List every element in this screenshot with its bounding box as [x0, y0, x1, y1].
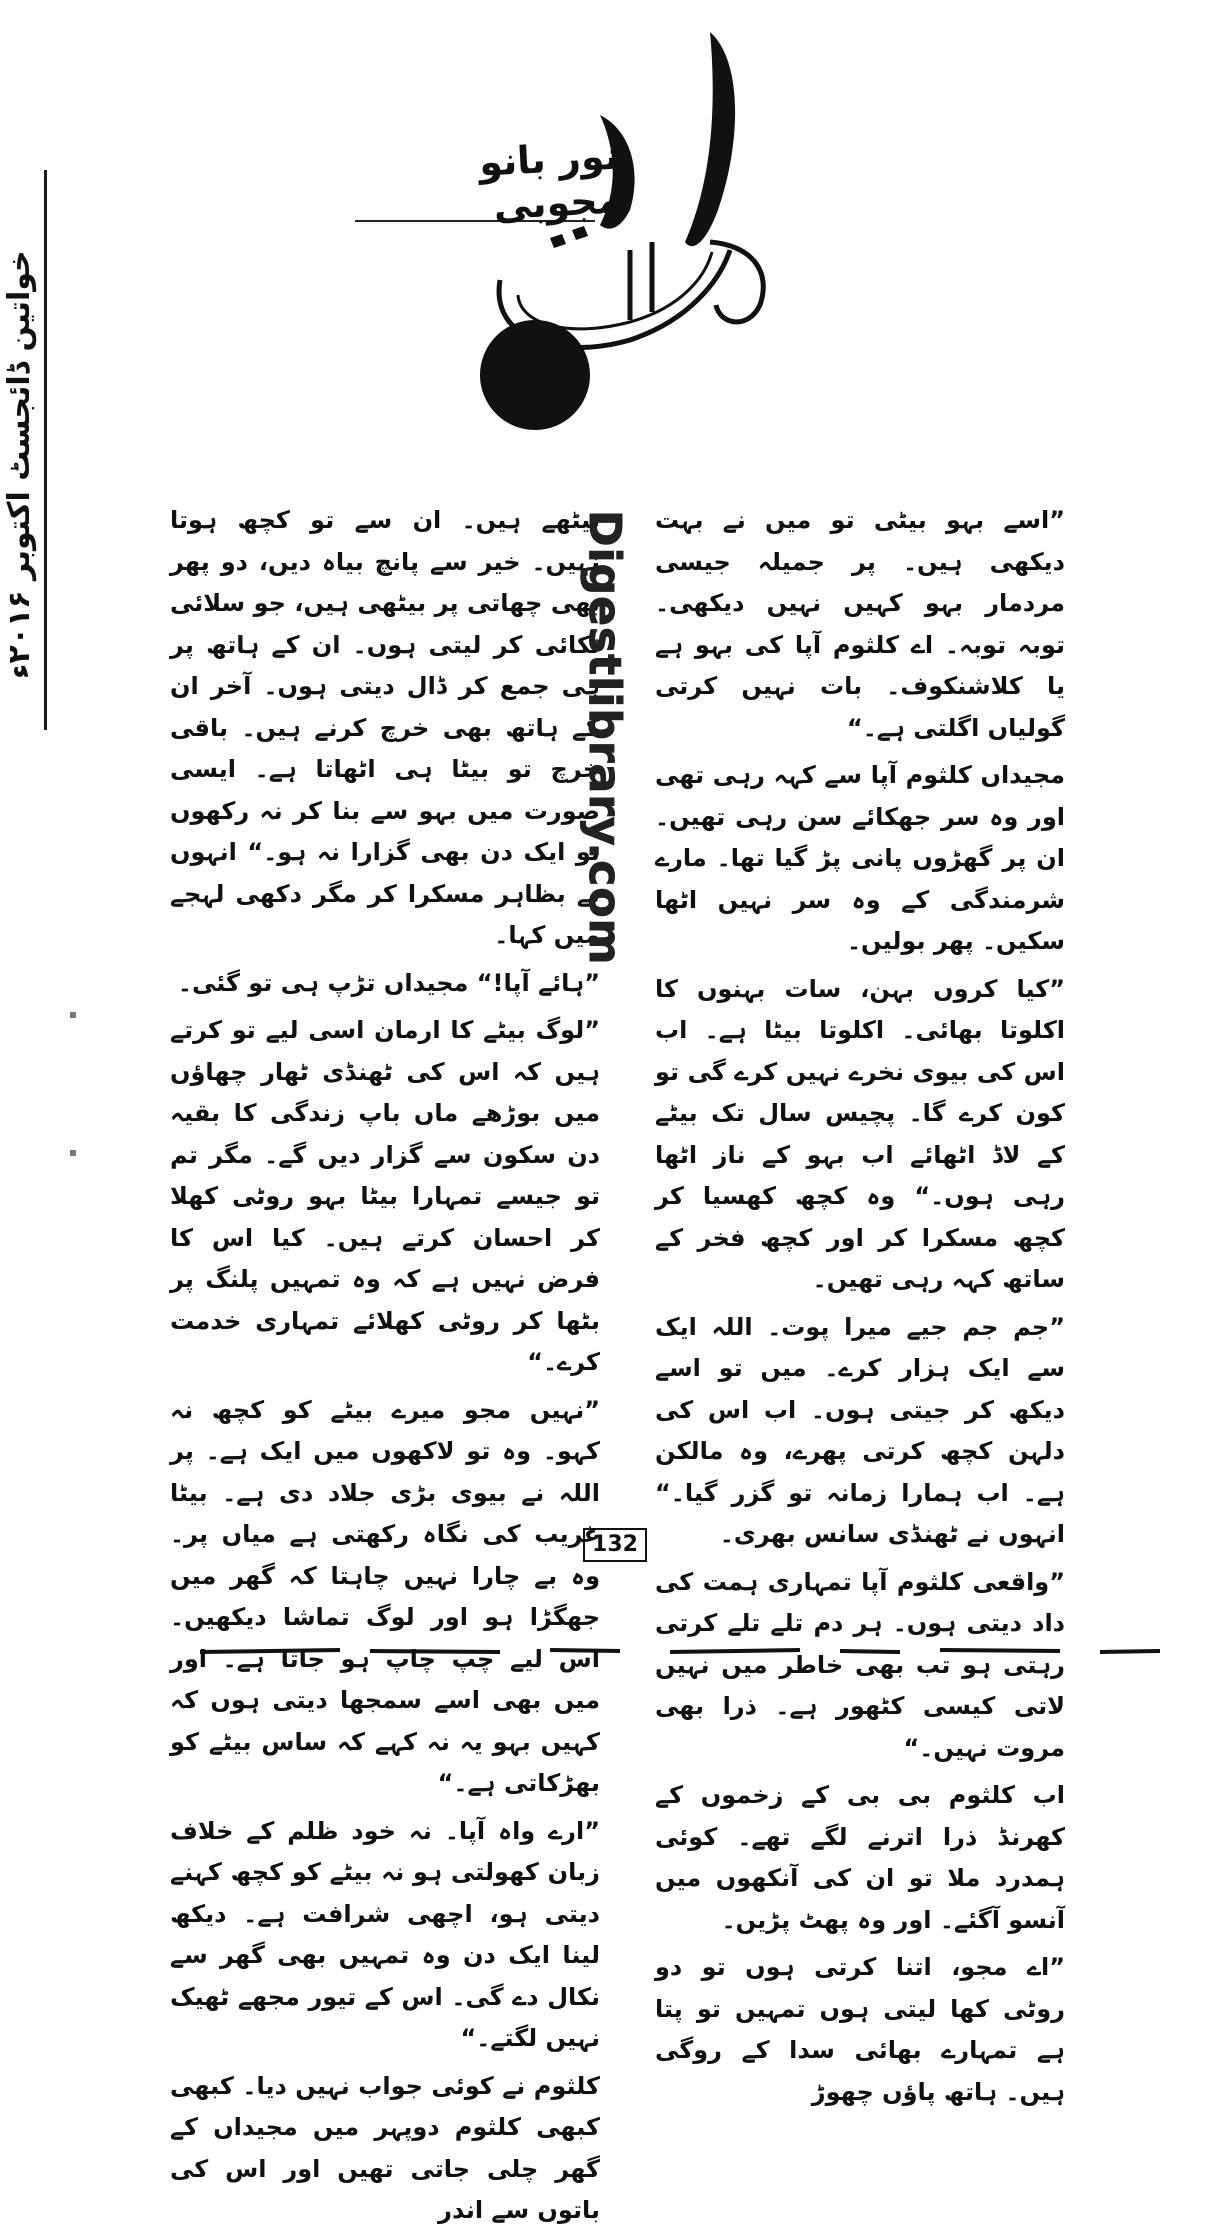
paragraph: ”ہائے آپا!“ مجیداں تڑپ ہی تو گئی۔: [177, 968, 600, 997]
scan-speck: [68, 1010, 78, 1020]
paragraph: کلثوم نے کوئی جواب نہیں دیا۔ کبھی کبھی کلثوم دوپہر میں مجیداں کے گھر چلی جاتی تھیں اور اس کی باتوں سے اندر: [170, 2071, 600, 2224]
title-letter-outline-4: [710, 242, 763, 322]
scan-speck: [68, 1148, 78, 1158]
title-hook-stroke: [685, 32, 735, 246]
page-number: 132: [583, 1528, 647, 1562]
title-black-circle: [480, 320, 590, 430]
paragraph: ”لوگ بیٹے کا ارمان اسی لیے تو کرتے ہیں کہ اس کی ٹھنڈی ٹھار چھاؤں میں بوڑھے ماں باپ زندگی کا بقیہ دن سکون سے گزار دیں گے۔ مگر تم تو جیسے تمہارا بیٹا بہو روٹی کھلا کر احسان کرتے ہیں۔ کیا اس کا فرض نہیں ہے کہ وہ تمہیں پلنگ پر بٹھا کر روٹی کھلائے تمہاری خدمت کرے۔“: [170, 1016, 600, 1376]
paragraph: ”اسے بہو بیٹی تو میں نے بہت دیکھی ہیں۔ پر جمیلہ جیسی مردمار بہو کہیں نہیں دیکھی۔ توبہ توبہ۔ اے کلثوم آپا کی بہو ہے یا کلاشنکوف۔ بات نہیں کرتی گولیاں اگلتی ہے۔“: [655, 506, 1065, 742]
paragraph: بیٹھے ہیں۔ ان سے تو کچھ ہوتا نہیں۔ خیر سے پانچ بیاہ دیں، دو پھر بھی چھاتی پر بیٹھی ہیں، جو سلائی ٹکائی کر لیتی ہوں۔ ان کے ہاتھ پر ہی جمع کر ڈال دیتی ہوں۔ آخر ان کے ہاتھ بھی خرچ کرنے ہیں۔ باقی خرچ تو بیٹا ہی اٹھاتا ہے۔ ایسی صورت میں بہو سے بنا کر نہ رکھوں تو ایک دن بھی گزارا نہ ہو۔“ انہوں نے بظاہر مسکرا کر مگر دکھی لہجے میں کہا۔: [170, 506, 600, 949]
paragraph: مجیداں کلثوم آپا سے کہہ رہی تھی اور وہ سر جھکائے سن رہی تھیں۔ ان پر گھڑوں پانی پڑ گیا تھا۔ مارے شرمندگی کے وہ سر نہیں اٹھا سکیں۔ پھر بولیں۔: [655, 761, 1065, 955]
paragraph: ”کیا کروں بہن، سات بہنوں کا اکلوتا بھائی۔ اکلوتا بیٹا ہے۔ اب اس کی بیوی نخرے نہیں کرے گی تو کون کرے گا۔ پچیس سال تک بیٹے کے لاڈ اٹھائے اب بہو کے ناز اٹھا رہی ہوں۔“ وہ کچھ کھسیا کر کچھ مسکرا کر اور کچھ فخر کے ساتھ کہہ رہی تھیں۔: [655, 974, 1065, 1293]
paragraph: ”جم جم جیے میرا پوت۔ اللہ ایک سے ایک ہزار کرے۔ میں تو اسے دیکھ کر جیتی ہوں۔ اب اس کی دلہن کچھ کرتی پھرے، وہ مالکن ہے۔ اب ہمارا زمانہ تو گزر گیا۔“ انہوں نے ٹھنڈی سانس بھری۔: [655, 1312, 1065, 1548]
title-dot-1: [550, 226, 588, 248]
site-watermark: Digestlibrary.com: [579, 510, 630, 966]
bottom-scan-marks: [200, 1640, 1160, 1660]
text-column-right: [655, 500, 1065, 2119]
paragraph: اب کلثوم بی بی کے زخموں کے کھرنڈ ذرا اترنے لگے تھے۔ کوئی ہمدرد ملا تو ان کی آنکھوں میں آنسو آگئے۔ اور وہ پھٹ پڑیں۔: [655, 1781, 1065, 1934]
paragraph: ”نہیں مجو میرے بیٹے کو کچھ نہ کہو۔ وہ تو لاکھوں میں ایک ہے۔ پر اللہ نے بیوی بڑی جلاد دی ہے۔ بیٹا غریب کی نگاہ رکھتی ہے میاں پر۔ وہ بے چارا نہیں چاہتا کہ گھر میں جھگڑا ہو اور لوگ تماشا دیکھیں۔ اس لیے چپ چاپ ہو جاتا ہے۔ اور میں بھی اسے سمجھا دیتی ہوں کہ کہیں بہو یہ نہ کہے کہ ساس بیٹے کو بھڑکاتی ہے۔“: [170, 1395, 600, 1797]
magazine-running-header: خواتین ڈائجسٹ اکتوبر ۲۰۱۶ء: [2, 250, 37, 680]
title-letter-outline-2: [518, 252, 712, 329]
title-letter-outline-3: [630, 242, 652, 320]
paragraph: ”اے مجو، اتنا کرتی ہوں تو دو روٹی کھا لیتی ہوں تمہیں تو پتا ہے تمہارے بھائی سدا کے روگی ہیں۔ ہاتھ پاؤں چھوڑ: [655, 1953, 1065, 2106]
paragraph: ”ارے واہ آپا۔ نہ خود ظلم کے خلاف زبان کھولتی ہو نہ بیٹے کو کچھ کہنے دیتی ہو، اچھی شرافت ہے۔ دیکھ لینا ایک دن وہ تمہیں بھی گھر سے نکال دے گی۔ اس کے تیور مجھے ٹھیک نہیں لگتے۔“: [170, 1816, 600, 2052]
author-name: نور بانو مجوبی: [477, 133, 623, 229]
margin-rule: [44, 170, 47, 730]
story-title-art: [480, 20, 810, 470]
paragraph: ”واقعی کلثوم آپا تمہاری ہمت کی داد دیتی ہوں۔ ہر دم تلے تلے کرتی رہتی ہو تب بھی خاطر میں نہیں لاتی کیسی کٹھور ہے۔ ذرا بھی مروت نہیں۔“: [655, 1567, 1065, 1762]
